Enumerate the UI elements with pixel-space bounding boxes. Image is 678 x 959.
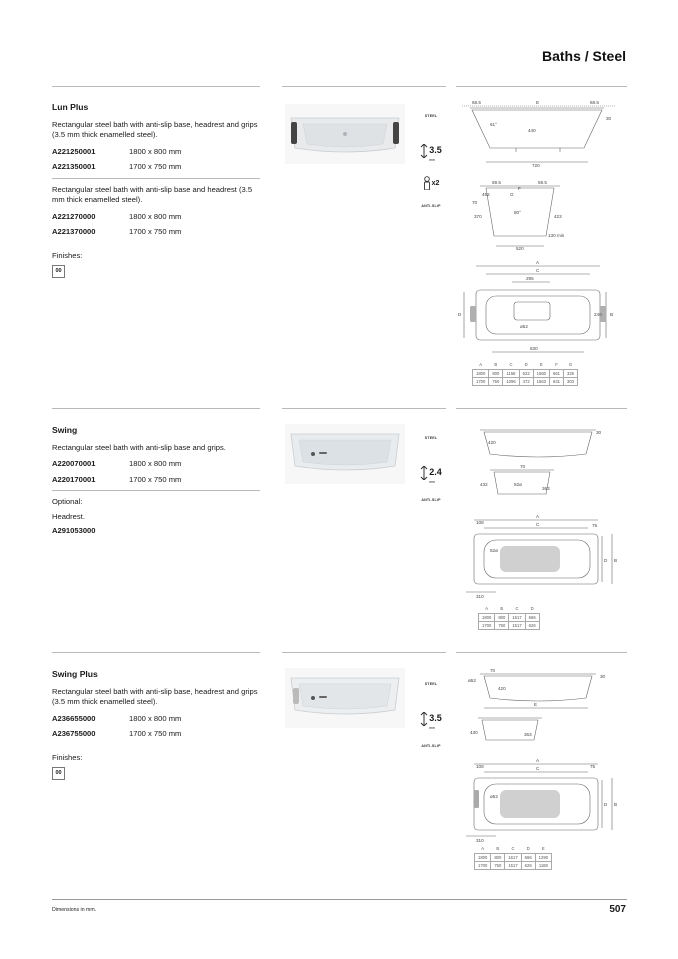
page-title: Baths / Steel	[541, 48, 626, 64]
anti-slip-badge: ANTI-SLIP	[421, 498, 441, 502]
product-size: 1800 x 800 mm	[129, 211, 182, 221]
table-header: G	[568, 362, 573, 367]
table-cell: 1096	[503, 378, 519, 386]
anti-slip-badge: ANTI-SLIP	[421, 204, 441, 208]
table-cell: 1158	[503, 370, 519, 378]
sub-rule	[52, 490, 260, 491]
swing-plus-photo	[285, 668, 405, 728]
dim-label: G	[510, 192, 514, 197]
dim-label: E	[536, 100, 540, 105]
dim-label: 59.5	[538, 180, 547, 185]
product-code-row	[52, 459, 260, 470]
lun-plus-text	[52, 102, 260, 278]
table-cell: 472	[519, 378, 533, 386]
table-cell: 1800	[475, 854, 491, 862]
dim-label: 30	[600, 674, 606, 679]
dim-label: 108	[476, 764, 484, 769]
dim-label: 363	[542, 486, 550, 491]
table-row	[479, 622, 540, 630]
product-name: Swing Plus	[52, 669, 98, 679]
footnote: Dimensions in mm.	[52, 907, 97, 913]
dim-label: 70	[490, 668, 496, 673]
table-cell: 1517	[509, 622, 525, 630]
product-size: 1700 x 750 mm	[129, 227, 182, 236]
lun-plus-diagrams	[456, 96, 628, 361]
dim-label: 30	[596, 430, 602, 435]
table-cell: 750	[495, 622, 509, 630]
table-cell: 1188	[535, 862, 551, 870]
swing-badges	[416, 436, 446, 524]
dim-label: 70	[472, 200, 478, 205]
dim-label: 420	[498, 686, 506, 691]
table-row	[475, 862, 552, 870]
dim-label: 310	[476, 594, 484, 599]
table-header: D	[524, 362, 528, 367]
dim-label: 720	[532, 163, 540, 168]
dim-label: B	[614, 558, 618, 563]
product-code: A221270000	[52, 211, 96, 221]
dim-label: D	[458, 312, 462, 317]
table-header: C	[509, 362, 513, 367]
thickness-icon	[420, 144, 428, 158]
dim-label: D	[604, 802, 608, 807]
table-header: A	[479, 362, 483, 367]
section-rule	[282, 86, 446, 87]
thickness-icon	[420, 712, 428, 726]
swing-photo	[285, 424, 405, 484]
dim-label: 70	[520, 464, 526, 469]
dim-label: A	[536, 758, 540, 763]
optional-label: Optional:	[52, 497, 83, 506]
dim-label: 80°	[514, 210, 521, 215]
finish-swatch: 00	[52, 265, 65, 278]
dim-label: 630	[530, 346, 538, 351]
table-header: D	[526, 846, 530, 851]
section-rule	[456, 408, 627, 409]
product-code-row	[52, 147, 260, 158]
dim-label: ø52	[520, 324, 528, 329]
dim-label: 240	[594, 312, 602, 317]
dim-label: 75	[590, 764, 596, 769]
product-code: A236655000	[52, 713, 96, 723]
table-header: A	[481, 846, 485, 851]
product-code: A236755000	[52, 729, 96, 738]
table-cell: 800	[489, 370, 503, 378]
finishes-label: Finishes:	[52, 250, 83, 260]
table-row	[475, 854, 552, 862]
table-cell: 326	[563, 370, 577, 378]
table-header: E	[541, 846, 545, 851]
swing-plus-diagrams	[456, 664, 628, 846]
headrest-icon	[423, 176, 431, 190]
steel-badge: STEEL	[424, 436, 438, 440]
lun-plus-badges	[416, 114, 446, 230]
product-size: 1700 x 750 mm	[129, 729, 182, 738]
table-cell: 631	[549, 378, 563, 386]
dim-label: E	[534, 702, 538, 707]
dim-label: 68.5	[472, 100, 481, 105]
headrest-count: x2	[431, 179, 440, 187]
dim-label: F	[518, 186, 521, 191]
thickness-unit: mm	[429, 726, 436, 730]
table-cell: 1563	[533, 378, 549, 386]
table-cell: 1800	[473, 370, 489, 378]
product-description: Rectangular steel bath with anti-slip base and headrest (3.5 mm thick enamelled steel).	[52, 184, 253, 204]
thickness-badge	[416, 708, 446, 730]
dim-label: 295	[526, 276, 534, 281]
table-cell: 522	[519, 370, 533, 378]
thickness-unit: mm	[429, 480, 436, 484]
table-cell: 1700	[475, 862, 491, 870]
dim-label: 61°	[490, 122, 497, 127]
product-size: 1800 x 800 mm	[129, 459, 182, 468]
table-header: A	[485, 606, 489, 611]
thickness-icon	[420, 466, 428, 480]
dim-label: A	[536, 514, 540, 519]
dim-label: 423	[554, 214, 562, 219]
dim-label: A	[536, 260, 540, 265]
section-rule	[52, 408, 260, 409]
table-cell: 1617	[505, 854, 521, 862]
swing-text	[52, 425, 260, 541]
table-cell: 303	[563, 378, 577, 386]
dim-label: 520	[516, 246, 524, 251]
lun-plus-photo	[285, 104, 405, 164]
table-cell: 1517	[505, 862, 521, 870]
product-name: Lun Plus	[52, 102, 89, 112]
product-description: Rectangular steel bath with anti-slip base, headrest and grips (3.5 mm thick enamelled steel).	[52, 686, 258, 706]
table-cell: 1700	[479, 622, 495, 630]
table-cell: 800	[491, 854, 505, 862]
table-cell: 626	[521, 862, 535, 870]
table-cell: 1617	[509, 614, 525, 622]
table-cell: 626	[525, 622, 539, 630]
product-size: 1800 x 800 mm	[129, 146, 182, 156]
headrest-label: Headrest.	[52, 511, 85, 521]
table-header: C	[511, 846, 515, 851]
table-cell: 661	[549, 370, 563, 378]
section-rule	[282, 652, 446, 653]
sub-rule	[52, 178, 260, 179]
dim-label: 68.5	[590, 100, 599, 105]
dim-label: 420	[488, 440, 496, 445]
section-rule	[52, 86, 260, 87]
product-code: A221370000	[52, 227, 96, 236]
finish-swatch: 00	[52, 767, 65, 780]
table-cell: 1660	[533, 370, 549, 378]
dim-label: C	[536, 522, 540, 527]
table-header: C	[515, 606, 519, 611]
dim-label: 430	[470, 730, 478, 735]
product-description: Rectangular steel bath with anti-slip base, headrest and grips (3.5 mm thick enamelled steel).	[52, 119, 258, 139]
product-code: A220070001	[52, 459, 96, 468]
product-code-row	[52, 729, 260, 740]
dim-label: 452	[482, 192, 490, 197]
dim-label: C	[536, 766, 540, 771]
table-header: F	[555, 362, 558, 367]
dim-label: 363	[524, 732, 532, 737]
section-rule	[456, 652, 627, 653]
thickness-badge	[416, 462, 446, 484]
dim-label: 52ø	[490, 548, 498, 553]
dim-label: 59.5	[492, 180, 501, 185]
dim-label: D	[604, 558, 608, 563]
thickness-value: 2.4	[429, 467, 442, 477]
product-code: A221350001	[52, 162, 96, 171]
dim-label: 130 min	[548, 233, 565, 238]
table-cell: 1700	[473, 378, 489, 386]
headrest-badge	[416, 176, 446, 190]
thickness-value: 3.5	[429, 713, 442, 723]
steel-badge: STEEL	[424, 114, 438, 118]
section-rule	[52, 652, 260, 653]
headrest-code: A291053000	[52, 526, 96, 535]
thickness-unit: mm	[429, 158, 436, 162]
section-rule	[456, 86, 627, 87]
table-cell: 1800	[479, 614, 495, 622]
page-number: 507	[609, 904, 626, 915]
dim-label: 370	[474, 214, 482, 219]
product-code-row	[52, 162, 260, 173]
swing-plus-text	[52, 669, 260, 780]
table-header: B	[500, 606, 504, 611]
table-cell: 750	[491, 862, 505, 870]
swing-dimension-table	[478, 606, 540, 630]
dim-label: 108	[476, 520, 484, 525]
footer-rule	[52, 899, 627, 900]
product-size: 1700 x 750 mm	[129, 474, 182, 484]
table-cell: 750	[489, 378, 503, 386]
dim-label: 52ø	[514, 482, 522, 487]
swing-plus-badges	[416, 682, 446, 770]
table-row	[479, 614, 540, 622]
product-size: 1700 x 750 mm	[129, 162, 182, 171]
steel-badge: STEEL	[424, 682, 438, 686]
anti-slip-badge: ANTI-SLIP	[421, 744, 441, 748]
table-row	[473, 370, 578, 378]
dim-label: 432	[480, 482, 488, 487]
product-code: A221250001	[52, 146, 96, 156]
dim-label: C	[536, 268, 540, 273]
product-name: Swing	[52, 425, 78, 435]
finishes-label: Finishes:	[52, 752, 83, 762]
table-header: B	[494, 362, 498, 367]
table-row	[473, 378, 578, 386]
dim-label: B	[610, 312, 614, 317]
table-cell: 800	[495, 614, 509, 622]
dim-label: ø52	[490, 794, 498, 799]
dim-label: 310	[476, 838, 484, 843]
dim-label: B	[614, 802, 618, 807]
table-cell: 666	[521, 854, 535, 862]
product-code: A220170001	[52, 474, 96, 484]
dim-label: 440	[528, 128, 536, 133]
swing-plus-dimension-table	[474, 846, 552, 870]
lun-plus-dimension-table	[472, 362, 578, 386]
section-rule	[282, 408, 446, 409]
product-code-row	[52, 227, 260, 238]
thickness-value: 3.5	[429, 145, 442, 155]
table-header: E	[539, 362, 543, 367]
table-cell: 666	[525, 614, 539, 622]
dim-label: 75	[592, 523, 598, 528]
product-code-row	[52, 714, 260, 725]
thickness-badge	[416, 140, 446, 162]
product-description: Rectangular steel bath with anti-slip base and grips.	[52, 442, 226, 452]
table-cell: 1290	[535, 854, 551, 862]
product-code-row	[52, 212, 260, 223]
product-size: 1800 x 800 mm	[129, 713, 182, 723]
table-header: D	[530, 606, 534, 611]
swing-diagrams	[456, 420, 628, 604]
dim-label: 30	[606, 116, 612, 121]
table-header: B	[496, 846, 500, 851]
dim-label: ø52	[468, 678, 476, 683]
product-code-row	[52, 475, 260, 486]
